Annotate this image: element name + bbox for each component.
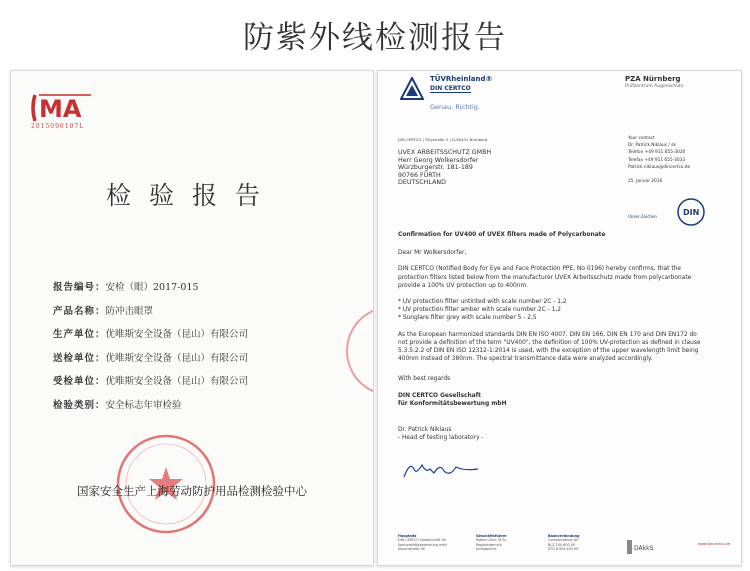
tuv-triangle-icon [400,77,424,101]
report-title: 检验报告 [105,181,278,210]
page-title: 防紫外线检测报告 [243,20,507,56]
bullet-3: * Sunglare filter grey with scale number 5 - 2,5 [398,315,537,322]
bullet-2: * UV protection filter amber with scale number 2C - 1,2 [398,307,561,314]
signer-role: - Head of testing laboratory - [398,435,484,442]
dakks-logo-text: DAkkS [634,545,654,552]
edge-seal-stamp [341,301,374,401]
signer-name: Dr. Patrick Niklaus [398,427,452,434]
issuing-organization: 国家安全生产上海劳动防护用品检测检验中心 [77,484,307,498]
dakks-logo [626,538,656,556]
field-inspection-type: 检验类别：安全标志年审检验 [53,399,182,411]
contact-block: Your contact Dr. Patrick Niklaus / sk Telefon +49 911 655-3020 Telefax +49 911 655-3033 Patrick.niklaus@dincertco.de 25. Januar 2016 [628,136,691,185]
field-report-number: 报告编号：安检（眼）2017-015 [53,282,199,293]
cma-logo [29,91,111,125]
cma-logo-text: MA [39,95,82,123]
sender-line: DIN CERTCO | Tillystraße 2 | D-90431 Nürnberg [398,137,488,142]
paragraph-2: As the European harmonized standards DIN EN ISO 4007, DIN EN 166, DIN EN 170 and DIN EN172 do not provide a definition of the term "UV400", the definition of 100% UV-protection as defined in clause 5.3.5.2.2 of DIN EN ISO 12312-1:2014 is used, with the exception of the upper wavelength limit being 400nm instead of 380nm. The spectral transmittance data were analyzed accordingly. [398,331,701,363]
din-certco-label: DIN CERTCO [430,85,471,92]
regards: With best regards [398,376,451,383]
field-inspected-unit: 受检单位：优唯斯安全设备（昆山）有限公司 [53,376,249,387]
din-logo-text: DIN [683,208,700,217]
bullet-1: * UV protection filter untinted with scale number 2C - 1,2 [398,299,567,306]
field-submitter: 送检单位：优唯斯安全设备（昆山）有限公司 [53,352,249,364]
inspection-report-document [10,70,374,566]
signature [400,459,490,481]
website: www.dincertco.de [698,542,731,546]
field-manufacturer: 生产单位：优唯斯安全设备（昆山）有限公司 [53,329,249,340]
din-logo [676,197,706,227]
report-fields [53,279,248,420]
field-product-name: 产品名称：防冲击眼罩 [53,305,154,317]
footer-col-bank: Bankverbindung Commerzbank AG BLZ 100 800 00 KTO 8 055 433 00 [548,534,580,552]
letter-footer [398,534,731,562]
din-certco-letter-document [377,70,742,566]
footer-col-hq: Hauptsitz DIN CERTCO Gesellschaft für Konformitätsbewertung mbH Alboinstraße 56 [398,534,447,552]
cma-number: 2015090107L [31,123,85,130]
letter-subject: Confirmation for UV400 of UVEX filters made of Polycarbonate [398,232,606,238]
reference-label: Unser Zeichen [628,214,657,219]
tuv-brand: TÜVRheinland® [430,75,493,83]
pza-title: PZA Nürnberg [625,75,681,83]
salutation: Dear Mr Wolkersdorfer, [398,250,467,257]
paragraph-1: DIN CERTCO (Notified Body for Eye and Face Protection PPE, No 0196) hereby confirms, that the protection filters listed below from the manufacturer UVEX Arbeitsschutz made from polycarbonate provide a 100% UV protection up to 400nm. [398,266,692,289]
recipient-address: UVEX ARBEITSSCHUTZ GMBH Herr Georg Wolkersdorfer Würzburgerstr. 181-189 90766 FÜRTH DEUTSCHLAND [398,149,492,187]
company-line-1: DIN CERTCO Gesellschaft [398,392,481,399]
letter-body [398,231,703,442]
pza-subtitle: Prüfzentrum Augenschutz [625,84,684,89]
company-line-2: für Konformitätsbewertung mbH [398,400,507,407]
tagline: Genau. Richtig. [430,103,480,111]
footer-col-management: Geschäftsführer Robert Zorn, M.Sc. Registergericht Amtsgericht [476,534,508,552]
